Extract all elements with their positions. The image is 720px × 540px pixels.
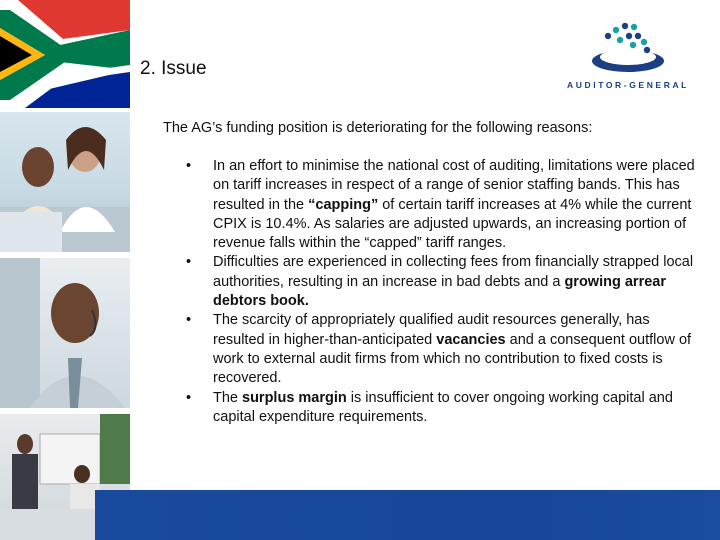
bullet-dot: • <box>186 389 192 406</box>
list-item <box>186 311 696 388</box>
emphasis-text: “capping” <box>308 196 379 213</box>
photo-strip <box>0 0 130 540</box>
intro-text: The AG’s funding position is deteriorating for the following reasons: <box>163 120 593 136</box>
bullet-text: In an effort to minimise the national cost of auditing, limitations were placed on tariff increases in respect of a range of senior staffing bands. This has resulted in the <box>213 158 695 213</box>
photo-two-women-at-computer <box>0 112 130 252</box>
bullet-text: The scarcity of appropriately qualified audit resources generally, has resulted in higher-than-anticipated <box>213 312 650 348</box>
auditor-general-logo <box>548 14 708 92</box>
bullet-dot: • <box>186 158 192 174</box>
bullet-text: of certain tariff increases at 4% while the current CPIX is 10.4%. As salaries are adjusted upwards, an increasing portion of revenue falls within the “capped” tariff ranges. <box>213 196 692 252</box>
footer-bar <box>95 490 720 540</box>
south-african-flag-image <box>0 0 130 108</box>
emphasis-text: surplus margin <box>242 389 347 406</box>
list-item <box>186 253 696 311</box>
bullet-dot: • <box>186 254 192 271</box>
bullet-text: is insufficient to cover ongoing working capital and capital expenditure requirements. <box>213 389 673 425</box>
emphasis-text: growing arrear debtors book. <box>213 273 666 310</box>
list-item <box>186 157 696 253</box>
slide-title: 2. Issue <box>140 58 207 79</box>
photo-man-with-headset <box>0 258 130 408</box>
bullet-dot: • <box>186 312 192 329</box>
logo-text: AUDITOR-GENERAL <box>567 80 689 90</box>
bullet-text: Difficulties are experienced in collecting fees from financially strapped local authorities, resulting in an increase in bad debts and a <box>213 254 694 290</box>
list-item <box>186 389 696 428</box>
reasons-list <box>186 157 696 427</box>
bullet-text: and a consequent outflow of work to external audit firms from which no contribution to fixed costs is recovered. <box>213 331 692 387</box>
bullet-text: The <box>213 389 243 406</box>
emphasis-text: vacancies <box>436 331 506 348</box>
